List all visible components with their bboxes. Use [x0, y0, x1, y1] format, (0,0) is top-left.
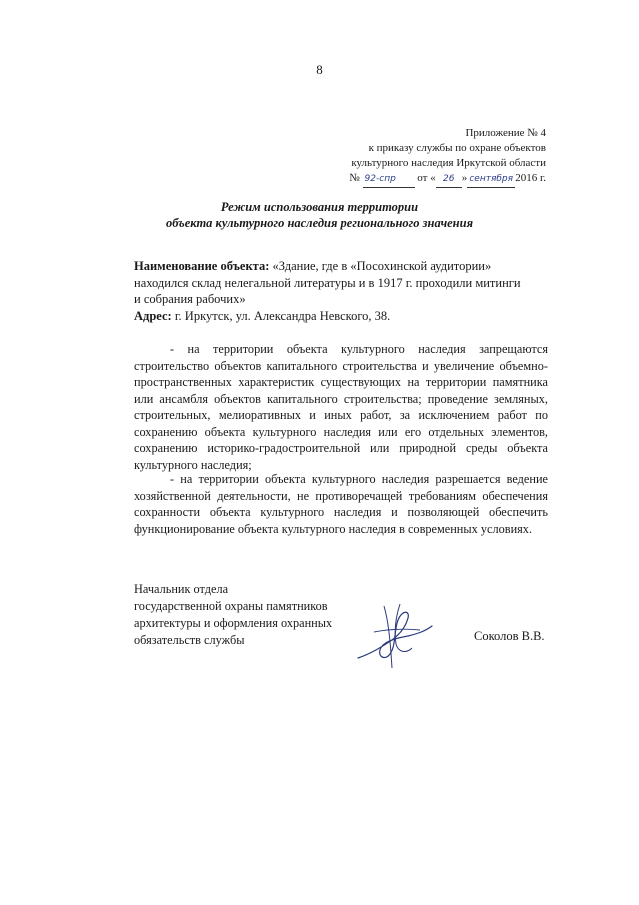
object-address	[134, 308, 529, 325]
object-name-value: «Здание, где в «Посохинской аудитории» находился склад нелегальной литературы и в 1917 г. проходили митинги и собрания рабочих»	[134, 259, 521, 306]
object-info	[134, 258, 529, 324]
order-month-handwritten: сентября	[467, 172, 515, 188]
appendix-order-line: к приказу службы по охране объектов	[368, 142, 546, 154]
handwritten-signature	[350, 596, 440, 674]
order-number-handwritten: 92-спр	[363, 172, 415, 188]
date-from-label: от «	[417, 172, 436, 184]
signatory-name: Соколов В.В.	[474, 629, 545, 643]
address-value: г. Иркутск, ул. Александра Невского, 38.	[171, 308, 391, 323]
position-line-4: обязательств службы	[134, 633, 245, 647]
page-number: 8	[316, 62, 323, 77]
appendix-title: Приложение № 4	[465, 127, 546, 139]
object-name-label: Наименование объекта:	[134, 259, 270, 273]
date-mid-quote: »	[461, 172, 468, 184]
appendix-header	[349, 126, 546, 188]
permission-paragraph: - на территории объекта культурного наследия разрешается ведение хозяйственной деятельности, не противоречащей требованиям обеспечения сохранности объекта культурного наследия и позволяющей обеспечить функционирование объекта культурного наследия в современных условиях.	[134, 472, 548, 536]
number-sign: №	[349, 172, 360, 184]
title-line-2: объекта культурного наследия регионального значения	[165, 216, 474, 230]
appendix-number-date	[349, 171, 546, 188]
position-line-2: государственной охраны памятников	[134, 599, 328, 613]
position-line-3: архитектуры и оформления охранных	[134, 616, 333, 630]
position-line-1: Начальник отдела	[134, 582, 229, 596]
address-label: Адрес:	[134, 308, 172, 323]
order-year: 2016 г.	[515, 172, 546, 184]
prohibition-paragraph: - на территории объекта культурного наследия запрещаются строительство объектов капитального строительства и увеличение объемно-пространственных характеристик существующих на территории памятника или ансамбля объектов капитального строительства; проведение земляных, строительных, мелиоративных и иных работ, за исключением работ по сохранению объекта культурного наследия или его отдельных элементов, сохранению историко-градостроительной или природной среды объекта культурного наследия;	[134, 342, 548, 472]
appendix-agency-line: культурного наследия Иркутской области	[351, 157, 546, 169]
object-name	[134, 258, 529, 308]
document-title	[0, 199, 639, 231]
title-line-1: Режим использования территории	[220, 200, 419, 214]
signatory-position	[134, 581, 332, 649]
order-day-handwritten: 26	[436, 172, 462, 188]
